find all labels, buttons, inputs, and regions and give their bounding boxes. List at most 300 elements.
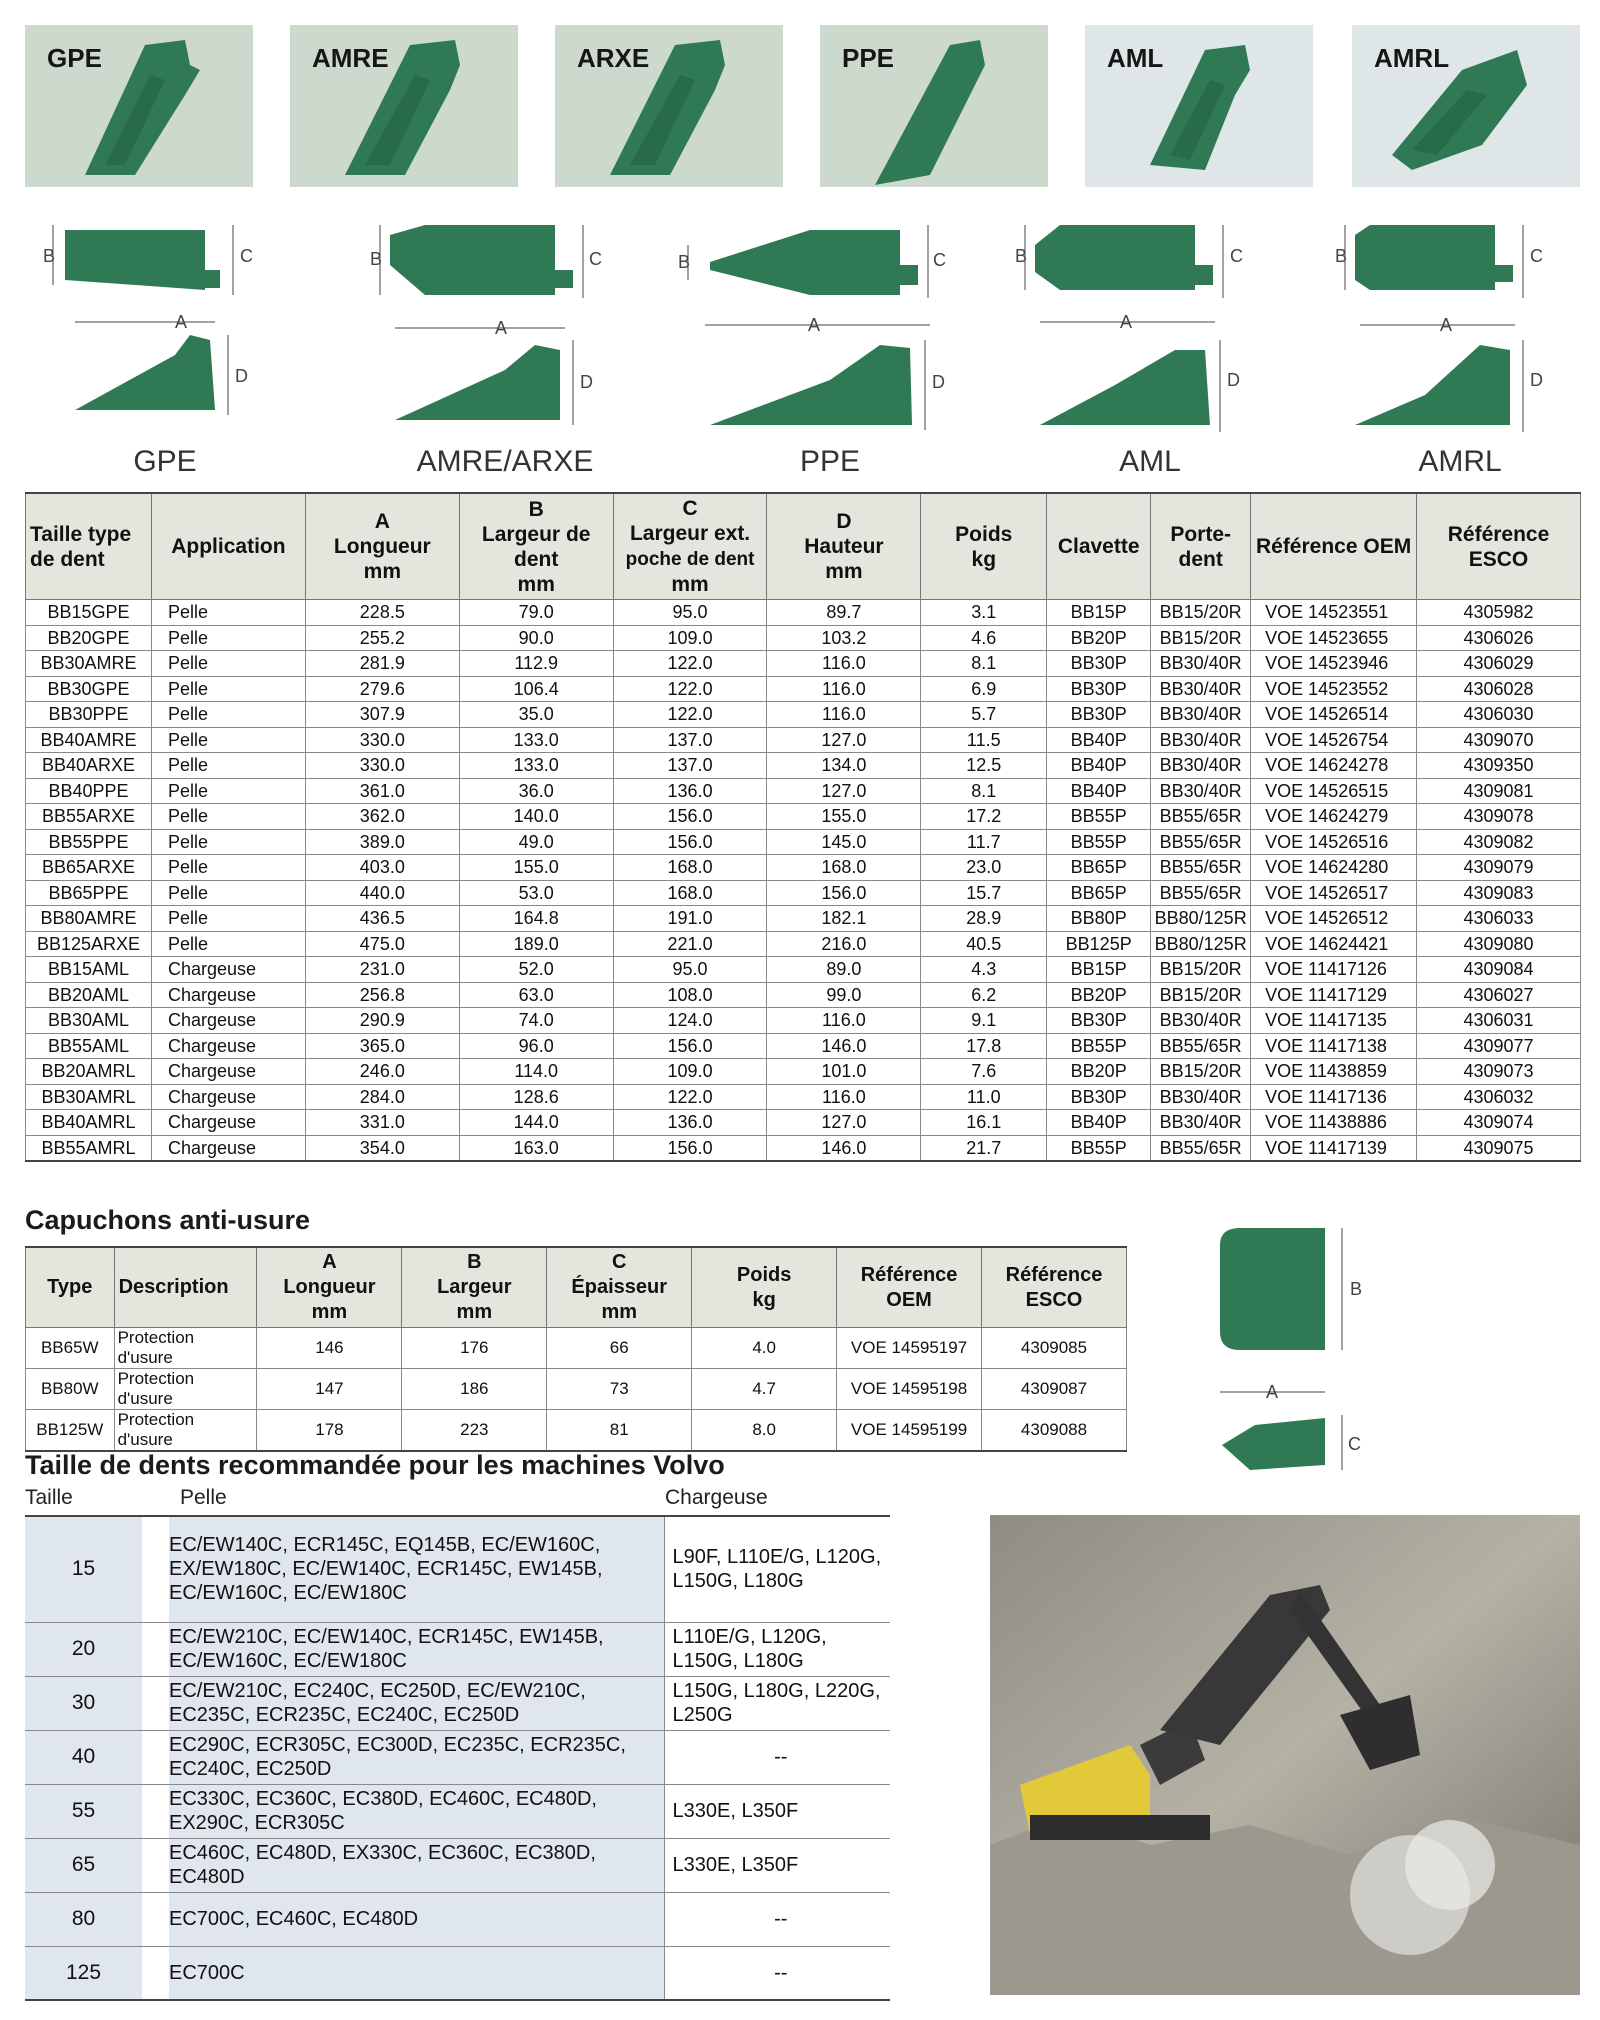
col-adapter: Porte-dent <box>1151 493 1251 600</box>
col-application: Application <box>151 493 305 600</box>
cell-a: 284.0 <box>305 1084 459 1110</box>
col-c <box>547 1247 692 1328</box>
cell-d: 116.0 <box>767 651 921 677</box>
cell-spacer <box>142 1516 169 1622</box>
table-row <box>26 804 1581 830</box>
cell-size: BB40PPE <box>26 778 152 804</box>
cell-description: Protection d'usure <box>114 1369 257 1410</box>
cell-a: 475.0 <box>305 931 459 957</box>
tooth-dimension-diagram <box>1005 210 1295 450</box>
cell-c: 108.0 <box>613 982 767 1008</box>
cell-pin: BB40P <box>1047 1110 1151 1136</box>
cell-b: 35.0 <box>459 702 613 728</box>
cell-esco: 4306029 <box>1417 651 1581 677</box>
cell-esco: 4309077 <box>1417 1033 1581 1059</box>
col-unit: mm <box>517 572 555 596</box>
cell-d: 127.0 <box>767 778 921 804</box>
cell-b: 164.8 <box>459 906 613 932</box>
cell-c: 73 <box>547 1369 692 1410</box>
cell-application: Pelle <box>151 906 305 932</box>
cell-d: 127.0 <box>767 727 921 753</box>
cell-weight: 8.0 <box>692 1410 837 1452</box>
col-unit: kg <box>971 547 997 571</box>
cell-c: 156.0 <box>613 829 767 855</box>
tooth-photo <box>1085 25 1313 187</box>
col-letter: A <box>374 510 390 533</box>
cell-weight: 4.0 <box>692 1328 837 1369</box>
cell-application: Pelle <box>151 651 305 677</box>
cell-a: 147 <box>257 1369 402 1410</box>
table-row <box>26 957 1581 983</box>
table-row <box>26 1110 1581 1136</box>
cell-type: BB80W <box>26 1369 115 1410</box>
cell-application: Pelle <box>151 600 305 626</box>
dim-b-label: B <box>1350 1279 1363 1299</box>
cell-c: 122.0 <box>613 651 767 677</box>
cell-weight: 40.5 <box>921 931 1047 957</box>
cell-adapter: BB30/40R <box>1151 1110 1251 1136</box>
col-letter: C <box>612 1251 627 1273</box>
cell-pelle: EC330C, EC360C, EC380D, EC460C, EC480D, EX290C, ECR305C <box>169 1784 664 1838</box>
cell-application: Chargeuse <box>151 1110 305 1136</box>
cell-a: 228.5 <box>305 600 459 626</box>
drawing-amre-arxe <box>355 210 655 490</box>
cell-spacer <box>142 1946 169 2000</box>
cell-b: 189.0 <box>459 931 613 957</box>
cell-c: 168.0 <box>613 880 767 906</box>
cell-adapter: BB30/40R <box>1151 753 1251 779</box>
cell-chargeuse: L330E, L350F <box>664 1838 890 1892</box>
cell-weight: 4.7 <box>692 1369 837 1410</box>
cell-d: 216.0 <box>767 931 921 957</box>
excavator-photo <box>990 1515 1580 1995</box>
cell-d: 145.0 <box>767 829 921 855</box>
cell-c: 137.0 <box>613 727 767 753</box>
cell-application: Pelle <box>151 931 305 957</box>
cell-oem: VOE 11417138 <box>1251 1033 1417 1059</box>
cell-oem: VOE 14624421 <box>1251 931 1417 957</box>
cell-size: 80 <box>25 1892 142 1946</box>
cell-adapter: BB80/125R <box>1151 931 1251 957</box>
cell-spacer <box>142 1730 169 1784</box>
cell-b: 53.0 <box>459 880 613 906</box>
cell-size: BB55AML <box>26 1033 152 1059</box>
cell-oem: VOE 14523552 <box>1251 676 1417 702</box>
table-row <box>25 1676 890 1730</box>
dim-d-label: D <box>1530 370 1543 390</box>
col-label: Épaisseur <box>571 1276 668 1298</box>
cell-d: 182.1 <box>767 906 921 932</box>
cell-a: 256.8 <box>305 982 459 1008</box>
cell-c: 109.0 <box>613 1059 767 1085</box>
cell-a: 279.6 <box>305 676 459 702</box>
cell-adapter: BB30/40R <box>1151 1084 1251 1110</box>
tooth-photo <box>290 25 518 187</box>
col-label: Longueur <box>283 1276 376 1298</box>
table-row <box>26 1369 1127 1410</box>
cell-oem: VOE 14595199 <box>837 1410 982 1452</box>
tooth-photo <box>25 25 253 187</box>
col-esco: Référence ESCO <box>1417 493 1581 600</box>
cell-a: 362.0 <box>305 804 459 830</box>
cell-d: 168.0 <box>767 855 921 881</box>
cell-weight: 17.2 <box>921 804 1047 830</box>
dimension-drawings <box>20 210 1590 490</box>
col-letter: D <box>836 510 852 533</box>
cell-size: 65 <box>25 1838 142 1892</box>
cell-adapter: BB30/40R <box>1151 727 1251 753</box>
cell-oem: VOE 11417129 <box>1251 982 1417 1008</box>
cell-pin: BB55P <box>1047 804 1151 830</box>
cell-pin: BB55P <box>1047 1033 1151 1059</box>
drawing-label: AMRE/ARXE <box>416 445 594 478</box>
cell-c: 95.0 <box>613 957 767 983</box>
tile-ppe <box>820 25 1048 187</box>
col-letter: B <box>467 1251 482 1273</box>
cell-oem: VOE 14624279 <box>1251 804 1417 830</box>
cell-weight: 23.0 <box>921 855 1047 881</box>
cell-adapter: BB15/20R <box>1151 982 1251 1008</box>
cell-c: 137.0 <box>613 753 767 779</box>
wear-cap-diagram <box>1210 1220 1390 1480</box>
tile-label: AML <box>1107 43 1164 73</box>
col-letter: C <box>682 497 698 520</box>
cell-d: 155.0 <box>767 804 921 830</box>
col-c <box>613 493 767 600</box>
cell-esco: 4305982 <box>1417 600 1581 626</box>
cell-pelle: EC700C <box>169 1946 664 2000</box>
cell-esco: 4309073 <box>1417 1059 1581 1085</box>
table-row <box>26 982 1581 1008</box>
cell-esco: 4306026 <box>1417 625 1581 651</box>
cell-weight: 11.5 <box>921 727 1047 753</box>
table-row <box>26 651 1581 677</box>
cell-size: BB65PPE <box>26 880 152 906</box>
cell-d: 116.0 <box>767 1008 921 1034</box>
cell-size: 30 <box>25 1676 142 1730</box>
recommended-sizes-table <box>25 1515 890 2001</box>
col-weight <box>692 1247 837 1328</box>
cell-d: 146.0 <box>767 1135 921 1161</box>
tile-label: AMRL <box>1374 43 1450 73</box>
cell-oem: VOE 11417126 <box>1251 957 1417 983</box>
col-pin: Clavette <box>1047 493 1151 600</box>
cell-esco: 4309078 <box>1417 804 1581 830</box>
cell-chargeuse: -- <box>664 1730 890 1784</box>
cell-b: 140.0 <box>459 804 613 830</box>
cell-esco: 4309080 <box>1417 931 1581 957</box>
cell-pin: BB125P <box>1047 931 1151 957</box>
table-row <box>26 727 1581 753</box>
cell-c: 168.0 <box>613 855 767 881</box>
cell-weight: 9.1 <box>921 1008 1047 1034</box>
cell-b: 114.0 <box>459 1059 613 1085</box>
cell-b: 163.0 <box>459 1135 613 1161</box>
tile-amrl <box>1352 25 1580 187</box>
tooth-photo <box>1352 25 1580 187</box>
table-row <box>26 1410 1127 1452</box>
cell-esco: 4309350 <box>1417 753 1581 779</box>
cell-weight: 17.8 <box>921 1033 1047 1059</box>
cell-adapter: BB55/65R <box>1151 804 1251 830</box>
cell-weight: 6.9 <box>921 676 1047 702</box>
cell-a: 307.9 <box>305 702 459 728</box>
cell-pelle: EC460C, EC480D, EX330C, EC360C, EC380D, EC480D <box>169 1838 664 1892</box>
cell-weight: 4.3 <box>921 957 1047 983</box>
cell-size: 40 <box>25 1730 142 1784</box>
col-oem: Référence OEM <box>837 1247 982 1328</box>
cell-application: Chargeuse <box>151 1008 305 1034</box>
cell-esco: 4306032 <box>1417 1084 1581 1110</box>
cell-chargeuse: L90F, L110E/G, L120G, L150G, L180G <box>664 1516 890 1622</box>
col-label: Largeur de dent <box>481 522 591 571</box>
cell-b: 90.0 <box>459 625 613 651</box>
cell-oem: VOE 14624278 <box>1251 753 1417 779</box>
col-letter: B <box>528 497 544 521</box>
tile-aml <box>1085 25 1313 187</box>
cell-c: 136.0 <box>613 1110 767 1136</box>
cell-b: 79.0 <box>459 600 613 626</box>
col-unit: mm <box>363 560 401 583</box>
cell-d: 99.0 <box>767 982 921 1008</box>
cell-a: 246.0 <box>305 1059 459 1085</box>
drawing-label: AMRL <box>1418 445 1502 478</box>
col-unit: mm <box>311 1301 348 1323</box>
table-row <box>25 1622 890 1676</box>
table-row <box>26 1328 1127 1369</box>
dim-a-label: A <box>1266 1382 1279 1402</box>
cell-oem: VOE 11417135 <box>1251 1008 1417 1034</box>
cell-chargeuse: -- <box>664 1946 890 2000</box>
cell-a: 389.0 <box>305 829 459 855</box>
cell-esco: 4309087 <box>982 1369 1127 1410</box>
cell-adapter: BB15/20R <box>1151 625 1251 651</box>
cell-b: 36.0 <box>459 778 613 804</box>
cell-b: 223 <box>402 1410 547 1452</box>
table-header-row <box>26 493 1581 600</box>
col-letter: A <box>322 1251 337 1273</box>
cell-pin: BB20P <box>1047 1059 1151 1085</box>
table-row <box>25 1946 890 2000</box>
cell-weight: 3.1 <box>921 600 1047 626</box>
cell-application: Pelle <box>151 727 305 753</box>
cell-esco: 4309079 <box>1417 855 1581 881</box>
cell-weight: 21.7 <box>921 1135 1047 1161</box>
cell-chargeuse: L330E, L350F <box>664 1784 890 1838</box>
cell-weight: 6.2 <box>921 982 1047 1008</box>
cell-application: Chargeuse <box>151 1059 305 1085</box>
cell-description: Protection d'usure <box>114 1328 257 1369</box>
cell-size: BB20GPE <box>26 625 152 651</box>
cell-d: 101.0 <box>767 1059 921 1085</box>
cell-size: BB55AMRL <box>26 1135 152 1161</box>
cell-esco: 4306031 <box>1417 1008 1581 1034</box>
cell-c: 156.0 <box>613 1135 767 1161</box>
cell-esco: 4309083 <box>1417 880 1581 906</box>
table-row <box>26 906 1581 932</box>
dim-b-label: B <box>43 246 56 266</box>
cell-pin: BB30P <box>1047 702 1151 728</box>
table-row <box>25 1730 890 1784</box>
cell-size: 20 <box>25 1622 142 1676</box>
cell-a: 178 <box>257 1410 402 1452</box>
cell-oem: VOE 14523946 <box>1251 651 1417 677</box>
tile-gpe <box>25 25 253 187</box>
table-row <box>25 1516 890 1622</box>
cell-application: Pelle <box>151 702 305 728</box>
cell-c: 136.0 <box>613 778 767 804</box>
dim-d-label: D <box>235 366 248 386</box>
cell-a: 330.0 <box>305 727 459 753</box>
cell-pin: BB55P <box>1047 829 1151 855</box>
cell-spacer <box>142 1676 169 1730</box>
cell-adapter: BB15/20R <box>1151 600 1251 626</box>
col-unit: kg <box>752 1288 776 1311</box>
table-row <box>26 1084 1581 1110</box>
table-row <box>26 1135 1581 1161</box>
cell-a: 231.0 <box>305 957 459 983</box>
cell-oem: VOE 14526514 <box>1251 702 1417 728</box>
cell-adapter: BB30/40R <box>1151 702 1251 728</box>
cell-b: 186 <box>402 1369 547 1410</box>
col-a <box>305 493 459 600</box>
cell-a: 331.0 <box>305 1110 459 1136</box>
cell-c: 124.0 <box>613 1008 767 1034</box>
cell-size: BB80AMRE <box>26 906 152 932</box>
cell-d: 127.0 <box>767 1110 921 1136</box>
col-oem: Référence OEM <box>1251 493 1417 600</box>
tooth-dimension-diagram <box>680 210 980 450</box>
cell-pin: BB30P <box>1047 1084 1151 1110</box>
tile-label: ARXE <box>577 43 650 73</box>
cell-application: Pelle <box>151 829 305 855</box>
col-type: Type <box>26 1247 115 1328</box>
cell-size: BB40AMRL <box>26 1110 152 1136</box>
col-label-2: poche de dent <box>625 549 755 570</box>
cell-application: Chargeuse <box>151 1135 305 1161</box>
cell-pelle: EC/EW210C, EC/EW140C, ECR145C, EW145B, EC/EW160C, EC/EW180C <box>169 1622 664 1676</box>
cell-type: BB125W <box>26 1410 115 1452</box>
cell-b: 52.0 <box>459 957 613 983</box>
cell-c: 156.0 <box>613 1033 767 1059</box>
cell-oem: VOE 11417136 <box>1251 1084 1417 1110</box>
cell-size: BB30AMRL <box>26 1084 152 1110</box>
dim-a-label: A <box>1120 312 1133 332</box>
dim-a-label: A <box>1440 315 1453 335</box>
col-weight <box>921 493 1047 600</box>
cell-a: 290.9 <box>305 1008 459 1034</box>
cell-d: 156.0 <box>767 880 921 906</box>
cell-adapter: BB15/20R <box>1151 1059 1251 1085</box>
col-unit: mm <box>825 560 863 583</box>
cell-pin: BB30P <box>1047 1008 1151 1034</box>
cell-esco: 4309082 <box>1417 829 1581 855</box>
col-label: Poids <box>955 522 1013 546</box>
col-unit: mm <box>456 1301 493 1323</box>
cell-size: BB20AMRL <box>26 1059 152 1085</box>
cell-d: 116.0 <box>767 1084 921 1110</box>
cell-weight: 12.5 <box>921 753 1047 779</box>
cell-oem: VOE 11438859 <box>1251 1059 1417 1085</box>
cell-pin: BB65P <box>1047 880 1151 906</box>
cell-c: 156.0 <box>613 804 767 830</box>
cell-application: Chargeuse <box>151 1084 305 1110</box>
cell-weight: 5.7 <box>921 702 1047 728</box>
cell-pin: BB40P <box>1047 778 1151 804</box>
table-row <box>26 778 1581 804</box>
cell-size: BB125ARXE <box>26 931 152 957</box>
table-row <box>26 1033 1581 1059</box>
table-row <box>26 931 1581 957</box>
cell-esco: 4309085 <box>982 1328 1127 1369</box>
cell-a: 361.0 <box>305 778 459 804</box>
dim-d-label: D <box>1227 370 1240 390</box>
table-body <box>26 1328 1127 1452</box>
cell-pin: BB30P <box>1047 651 1151 677</box>
cell-a: 146 <box>257 1328 402 1369</box>
cell-esco: 4306027 <box>1417 982 1581 1008</box>
cell-pin: BB40P <box>1047 753 1151 779</box>
cell-size: BB30GPE <box>26 676 152 702</box>
dim-d-label: D <box>580 372 593 392</box>
cell-adapter: BB55/65R <box>1151 1033 1251 1059</box>
cell-spacer <box>142 1838 169 1892</box>
cell-oem: VOE 14526512 <box>1251 906 1417 932</box>
cell-weight: 8.1 <box>921 778 1047 804</box>
table-header-row <box>26 1247 1127 1328</box>
cell-esco: 4309084 <box>1417 957 1581 983</box>
cell-weight: 16.1 <box>921 1110 1047 1136</box>
cell-adapter: BB55/65R <box>1151 880 1251 906</box>
cell-size: BB20AML <box>26 982 152 1008</box>
dim-b-label: B <box>1335 246 1348 266</box>
tooth-dimension-diagram <box>1325 210 1595 450</box>
excavator-image <box>990 1515 1580 1995</box>
table-row <box>26 829 1581 855</box>
col-label: Longueur <box>333 535 431 558</box>
cell-application: Chargeuse <box>151 1033 305 1059</box>
drawing-label: AML <box>1119 445 1181 478</box>
cell-spacer <box>142 1622 169 1676</box>
dim-b-label: B <box>678 252 691 272</box>
cell-oem: VOE 11417139 <box>1251 1135 1417 1161</box>
table-row <box>26 1059 1581 1085</box>
cell-size: BB40ARXE <box>26 753 152 779</box>
cell-size: BB55ARXE <box>26 804 152 830</box>
cell-b: 63.0 <box>459 982 613 1008</box>
cell-esco: 4309075 <box>1417 1135 1581 1161</box>
drawing-ppe <box>680 210 980 490</box>
cell-a: 365.0 <box>305 1033 459 1059</box>
caps-table <box>25 1246 1127 1452</box>
table-body <box>25 1516 890 2000</box>
cell-c: 191.0 <box>613 906 767 932</box>
cell-chargeuse: L110E/G, L120G, L150G, L180G <box>664 1622 890 1676</box>
cell-application: Pelle <box>151 676 305 702</box>
dim-c-label: C <box>589 249 602 269</box>
table-body <box>26 600 1581 1162</box>
cell-application: Pelle <box>151 880 305 906</box>
cell-pelle: EC290C, ECR305C, EC300D, EC235C, ECR235C, EC240C, EC250D <box>169 1730 664 1784</box>
cell-d: 89.0 <box>767 957 921 983</box>
table-row <box>26 880 1581 906</box>
cell-size: BB65ARXE <box>26 855 152 881</box>
cell-spacer <box>142 1784 169 1838</box>
cell-oem: VOE 14523655 <box>1251 625 1417 651</box>
col-label: Largeur ext. <box>629 522 751 545</box>
cell-adapter: BB30/40R <box>1151 778 1251 804</box>
tooth-photo <box>820 25 1048 187</box>
